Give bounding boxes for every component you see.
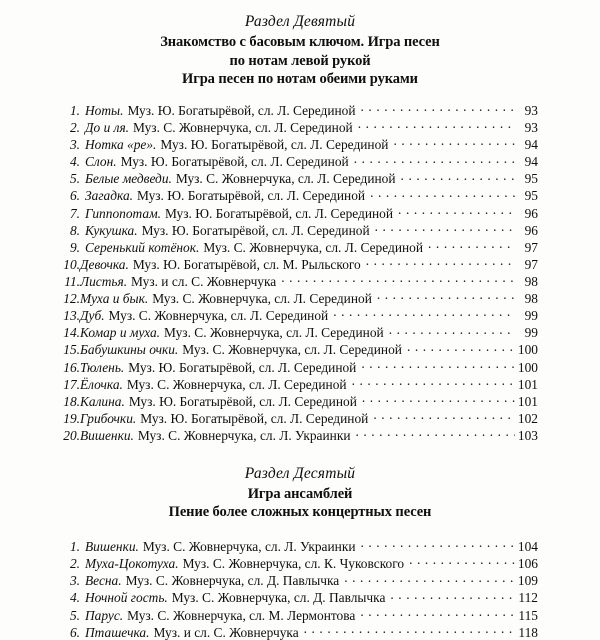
entry-credit: Муз. Ю. Богатырёвой, сл. Л. Серединой: [128, 393, 357, 409]
entry-title: Девочка.: [80, 256, 129, 272]
dot-leader: [358, 119, 515, 132]
dot-leader: [375, 221, 515, 234]
entry-page-number: 115: [518, 607, 538, 623]
entry-number: 7.: [69, 205, 80, 221]
entry-credit: Муз. С. Жовнерчука, сл. Д. Павлычка: [171, 590, 386, 606]
entry-title: Бабушкины очки.: [80, 342, 179, 358]
toc-entry[interactable]: [32, 375, 568, 392]
entry-number: 18.: [63, 393, 80, 409]
dot-leader: [344, 572, 515, 585]
entry-credit: Муз. Ю. Богатырёвой, сл. Л. Серединой: [137, 188, 366, 204]
toc-entry[interactable]: [32, 255, 568, 272]
dot-leader: [361, 538, 516, 551]
entry-page-number: 93: [524, 102, 538, 118]
dot-leader: [281, 273, 515, 286]
entry-number: 6.: [69, 188, 80, 204]
entry-page-number: 94: [524, 154, 538, 170]
entry-page-number: 98: [524, 273, 538, 289]
entry-title: Серенький котёнок.: [85, 239, 200, 255]
entry-number: 14.: [63, 325, 80, 341]
section-label: Раздел Девятый: [244, 13, 356, 30]
toc-entry[interactable]: [32, 153, 568, 170]
dot-leader: [356, 427, 516, 440]
entry-credit: Муз. Ю. Богатырёвой, сл. М. Рыльского: [132, 256, 361, 272]
entry-title: Гиппопотам.: [85, 205, 161, 221]
dot-leader: [361, 358, 515, 371]
entry-credit: Муз. С. Жовнерчука, сл. Л. Серединой: [203, 239, 424, 255]
entry-page-number: 102: [517, 410, 538, 426]
entry-title: До и ля.: [85, 120, 130, 135]
entry-number: 3.: [69, 573, 80, 589]
entry-credit: Муз. Ю. Богатырёвой, сл. Л. Серединой: [127, 102, 356, 118]
entry-title: Муха и бык.: [80, 291, 149, 307]
entry-page-number: 99: [524, 308, 538, 324]
dot-leader: [390, 589, 515, 602]
dot-leader: [407, 341, 515, 354]
entry-page-number: 109: [517, 573, 538, 589]
toc-entry[interactable]: [32, 273, 568, 290]
entry-number: 13.: [63, 308, 80, 324]
entry-credit: Муз. С. Жовнерчука, сл. Л. Серединой: [133, 120, 353, 135]
entry-credit: Муз. С. Жовнерчука, сл. Л. Серединой: [108, 308, 329, 324]
entry-page-number: 100: [517, 342, 538, 358]
dot-leader: [389, 324, 515, 337]
entry-page-number: 100: [517, 359, 538, 375]
entry-title: Ночной гость.: [85, 590, 168, 606]
entry-credit: Муз. Ю. Богатырёвой, сл. Л. Серединой: [140, 410, 369, 426]
entry-number: 17.: [63, 376, 80, 392]
entry-title: Слон.: [85, 154, 117, 170]
entry-title: Комар и муха.: [80, 325, 161, 341]
dot-leader: [361, 102, 515, 115]
toc-entry[interactable]: [32, 555, 568, 572]
entry-credit: Муз. С. Жовнерчука, сл. М. Лермонтова: [127, 607, 356, 623]
toc-entry[interactable]: [32, 290, 568, 307]
entry-title: Тюлень.: [80, 359, 125, 375]
entry-title: Парус.: [85, 607, 124, 623]
entry-number: 4.: [69, 590, 80, 606]
dot-leader: [360, 606, 515, 619]
toc-entry[interactable]: [32, 204, 568, 221]
entry-number: 9.: [69, 239, 80, 255]
entry-page-number: 103: [517, 427, 538, 443]
entry-number: 2.: [69, 120, 80, 135]
toc-entry[interactable]: [32, 572, 568, 589]
toc-list-section-ten: [32, 538, 568, 640]
entry-number: 5.: [69, 171, 80, 187]
entry-number: 10.: [63, 256, 80, 272]
dot-leader: [373, 409, 515, 422]
entry-page-number: 96: [524, 222, 538, 238]
dot-leader: [362, 392, 515, 405]
entry-title: Ёлочка.: [80, 376, 123, 392]
dot-leader: [366, 255, 515, 268]
section-label: Раздел Десятый: [244, 464, 356, 482]
entry-number: 4.: [69, 154, 80, 170]
section-subtitle: Игра ансамблей: [247, 485, 353, 502]
toc-entry[interactable]: [32, 538, 568, 555]
entry-page-number: 95: [524, 188, 538, 204]
entry-credit: Муз. С. Жовнерчука, сл. К. Чуковского: [182, 556, 405, 572]
entry-title: Дуб.: [80, 308, 105, 324]
entry-page-number: 97: [524, 256, 538, 272]
entry-page-number: 112: [518, 590, 538, 606]
entry-title: Кукушка.: [85, 222, 138, 238]
entry-title: Ноты.: [85, 102, 124, 118]
entry-page-number: 101: [517, 393, 538, 409]
section-subtitle: Игра песен по нотам обеими руками: [182, 71, 418, 87]
dot-leader: [398, 204, 515, 217]
toc-entry[interactable]: [32, 606, 568, 623]
toc-entry[interactable]: [32, 341, 568, 358]
toc-entry[interactable]: [32, 119, 568, 136]
toc-entry[interactable]: [32, 102, 568, 119]
entry-title: Весна.: [85, 573, 122, 589]
entry-number: 2.: [69, 556, 80, 572]
entry-title: Загадка.: [85, 188, 133, 204]
entry-page-number: 101: [517, 376, 538, 392]
dot-leader: [370, 187, 515, 200]
entry-number: 1.: [69, 539, 80, 555]
section-heading-ten: [32, 444, 568, 522]
entry-page-number: 98: [524, 291, 538, 307]
entry-page-number: 99: [524, 325, 538, 341]
entry-title: Муха-Цокотуха.: [85, 556, 179, 572]
dot-leader: [304, 623, 515, 636]
entry-number: 20.: [63, 427, 80, 443]
entry-page-number: 118: [518, 624, 538, 640]
entry-credit: Муз. С. Жовнерчука, сл. Л. Серединой: [175, 171, 396, 187]
entry-credit: Муз. С. Жовнерчука, сл. Л. Украинки: [142, 539, 356, 555]
entry-title: Вишенки.: [85, 539, 139, 555]
toc-entry[interactable]: [32, 324, 568, 341]
toc-entry[interactable]: [32, 136, 568, 153]
toc-entry[interactable]: [32, 623, 568, 640]
entry-number: 19.: [63, 410, 80, 426]
entry-credit: Муз. Ю. Богатырёвой, сл. Л. Серединой: [120, 154, 349, 170]
entry-credit: Муз. С. Жовнерчука, сл. Л. Серединой: [182, 342, 402, 358]
entry-number: 16.: [63, 359, 80, 375]
entry-credit: Муз. и сл. С. Жовнерчука: [153, 624, 299, 640]
entry-credit: Муз. С. Жовнерчука, сл. Л. Серединой: [152, 291, 372, 307]
entry-credit: Муз. С. Жовнерчука, сл. Л. Серединой: [126, 376, 347, 392]
entry-number: 12.: [63, 291, 80, 307]
entry-title: Листья.: [80, 273, 128, 289]
entry-page-number: 97: [524, 239, 538, 255]
entry-credit: Муз. Ю. Богатырёвой, сл. Л. Серединой: [164, 205, 394, 221]
entry-number: 5.: [69, 607, 80, 623]
entry-number: 1.: [69, 102, 80, 118]
entry-title: Белые медведи.: [85, 171, 172, 187]
section-subtitle: Знакомство с басовым ключом. Игра песен: [160, 34, 440, 50]
entry-page-number: 96: [524, 205, 538, 221]
toc-list-section-nine: [32, 102, 568, 444]
toc-entry[interactable]: [32, 589, 568, 606]
toc-entry[interactable]: [32, 358, 568, 375]
dot-leader: [352, 375, 515, 388]
entry-credit: Муз. Ю. Богатырёвой, сл. Л. Серединой: [141, 222, 370, 238]
entry-number: 6.: [69, 624, 80, 640]
entry-number: 3.: [69, 137, 80, 153]
toc-entry[interactable]: [32, 307, 568, 324]
entry-number: 11.: [64, 273, 80, 289]
dot-leader: [409, 555, 515, 568]
entry-title: Вишенки.: [80, 427, 134, 443]
entry-credit: Муз. Ю. Богатырёвой, сл. Л. Серединой: [128, 359, 357, 375]
section-heading-nine: [32, 0, 568, 89]
toc-entry[interactable]: [32, 238, 568, 255]
entry-credit: Муз. С. Жовнерчука, сл. Д. Павлычка: [125, 573, 340, 589]
entry-title: Пташечка.: [85, 624, 150, 640]
section-subtitle: по нотам левой рукой: [229, 52, 371, 69]
toc-entry[interactable]: [32, 221, 568, 238]
entry-credit: Муз. С. Жовнерчука, сл. Л. Серединой: [164, 325, 384, 341]
dot-leader: [354, 153, 515, 166]
entry-page-number: 106: [517, 556, 538, 572]
toc-entry[interactable]: [32, 409, 568, 426]
entry-page-number: 93: [524, 120, 538, 135]
entry-title: Нотка «ре».: [85, 137, 157, 153]
entry-credit: Муз. и сл. С. Жовнерчука: [131, 273, 277, 289]
entry-number: 15.: [63, 342, 80, 358]
dot-leader: [333, 307, 515, 320]
entry-page-number: 94: [524, 137, 538, 153]
section-subtitle: Пение более сложных концертных песен: [168, 504, 432, 521]
entry-page-number: 104: [517, 539, 538, 555]
entry-credit: Муз. Ю. Богатырёвой, сл. Л. Серединой: [160, 137, 389, 153]
dot-leader: [377, 290, 515, 303]
dot-leader: [393, 136, 515, 149]
toc-entry[interactable]: [32, 392, 568, 409]
dot-leader: [401, 170, 515, 183]
entry-page-number: 95: [524, 171, 538, 187]
entry-number: 8.: [69, 222, 80, 238]
dot-leader: [428, 238, 515, 251]
entry-title: Грибочки.: [80, 410, 137, 426]
toc-entry[interactable]: [32, 187, 568, 204]
entry-title: Калина.: [80, 393, 125, 409]
entry-credit: Муз. С. Жовнерчука, сл. Л. Украинки: [137, 427, 351, 443]
toc-entry[interactable]: [32, 427, 568, 444]
toc-entry[interactable]: [32, 170, 568, 187]
